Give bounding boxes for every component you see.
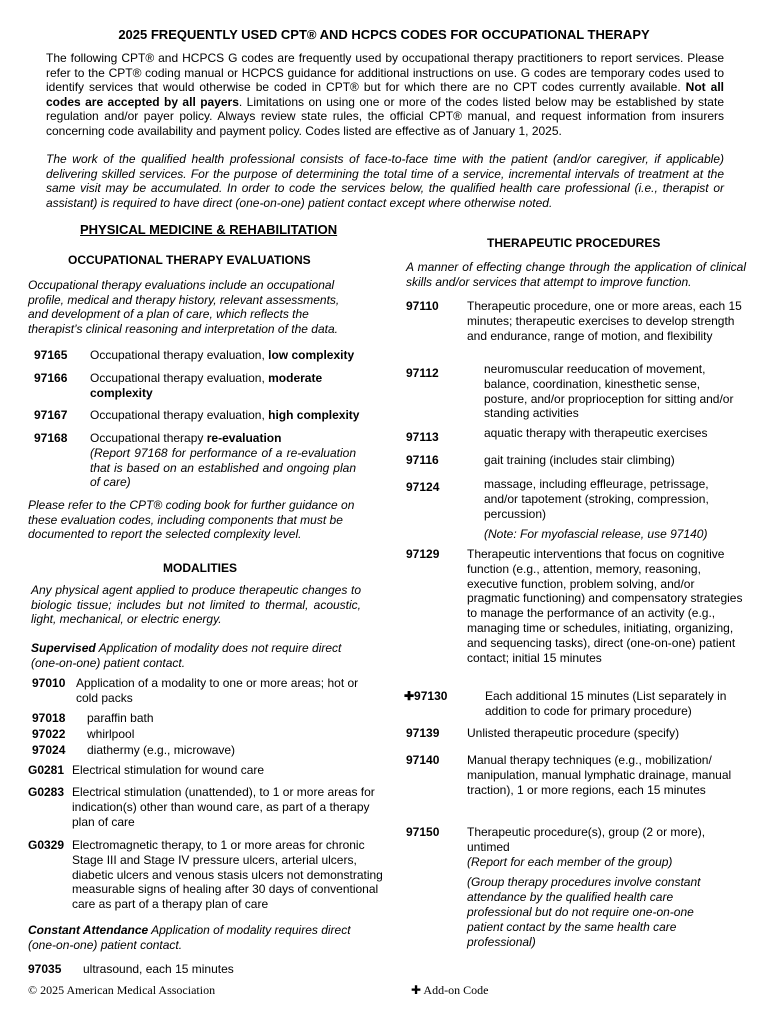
code: 97024 — [32, 743, 66, 757]
code-description: Occupational therapy evaluation, — [90, 408, 269, 422]
supervised-note — [31, 641, 361, 670]
intro-bold-text: Not all codes are accepted by all payers — [46, 80, 724, 109]
code: 97124 — [406, 480, 440, 494]
code-description: Occupational therapy — [90, 431, 207, 445]
copyright: © 2025 American Medical Association — [28, 983, 216, 997]
modalities-description: Any physical agent applied to produce therapeutic changes to biologic tissue; includes but not limited to thermal, acoustic, light, mechanical, or electric energy. — [31, 583, 361, 627]
intro-text: The following CPT® and HCPCS G codes are frequently used by occupational therapy practitioners to report services. Please refer to the CPT® coding manual or HCPCS guidance for additional instructions on use. G codes are temporary codes used to identify services that would otherwise be coded in CPT® but for which there are no CPT codes currently available. — [46, 51, 724, 95]
code-row — [406, 547, 746, 682]
code-description: Unlisted therapeutic procedure (specify) — [467, 726, 680, 740]
therapeutic-procedures-heading: THERAPEUTIC PROCEDURES — [487, 236, 661, 250]
code-note: (Report for each member of the group) — [467, 854, 673, 869]
code-row — [404, 689, 746, 721]
code: 97167 — [34, 408, 68, 422]
code: 97116 — [406, 453, 439, 467]
section-title-pmr: PHYSICAL MEDICINE & REHABILITATION — [80, 222, 338, 237]
code-row — [34, 348, 374, 364]
code-complexity: high complexity — [268, 408, 360, 422]
addon-code: ✚97130 — [404, 689, 448, 703]
addon-plus-icon: ✚ — [411, 983, 422, 997]
code-row — [32, 676, 372, 708]
code: 97010 — [32, 676, 66, 690]
code-description: whirlpool — [87, 727, 135, 741]
code-complexity: re-evaluation — [206, 431, 282, 445]
addon-legend — [411, 983, 488, 998]
code-note: (Report 97168 for performance of a re-evaluation that is based on an established and ongoing plan of care) — [90, 445, 356, 490]
code-row — [406, 299, 746, 361]
modalities-heading: MODALITIES — [163, 561, 237, 575]
evaluations-heading: OCCUPATIONAL THERAPY EVALUATIONS — [68, 253, 311, 267]
code: 97035 — [28, 962, 62, 976]
code-row — [406, 477, 746, 541]
code-row — [34, 431, 374, 491]
intro-text-continued: . Limitations on using one or more of the codes listed below may be established by state regulation and/or payer policy. Always review state rules, the official CPT® manual, and request information from insurers concerning code availability and payment policy. Codes listed are effective as of January 1, 2025. — [46, 94, 724, 138]
code-row — [406, 825, 746, 953]
constant-attendance-text: Application of modality requires direct (one-on-one) patient contact. — [28, 923, 351, 952]
evaluations-description: Occupational therapy evaluations include an occupational profile, medical and therapy history, relevant assessments, and development of a plan of care, which reflects the therapist’s clinical reasoning and interpretation of the data. — [28, 278, 340, 336]
work-description: The work of the qualified health professional consists of face-to-face time with the patient (and/or caregiver, if applicable) delivering skilled services. For the purpose of determining the total time of a service, incremental intervals of treatment at the same visit may be accumulated. In order to code the services below, the qualified health care professional (i.e., therapist or assistant) is required to have direct (one-on-one) patient contact except where otherwise noted. — [46, 152, 724, 210]
code-row — [28, 785, 378, 833]
code-description: gait training (includes stair climbing) — [484, 453, 675, 467]
code-row — [32, 743, 372, 759]
constant-attendance-label: Constant Attendance — [28, 923, 149, 937]
code-description: Therapeutic procedure(s), group (2 or more), untimed — [467, 825, 706, 854]
group-therapy-note: (Group therapy procedures involve constant attendance by the qualified health care professional but do not require one-on-one patient contact by the same health care professional) — [467, 875, 701, 949]
code-description: paraffin bath — [87, 711, 154, 725]
code-description: Therapeutic procedure, one or more areas, each 15 minutes; therapeutic exercises to develop strength and endurance, range of motion, and flexibility — [467, 299, 742, 343]
code-note: (Note: For myofascial release, use 97140) — [484, 527, 708, 542]
code: 97129 — [406, 547, 440, 561]
code-description: Each additional 15 minutes (List separately in addition to code for primary procedure) — [485, 689, 727, 718]
code-row — [406, 726, 746, 742]
code-description: Electromagnetic therapy, to 1 or more areas for chronic Stage III and Stage IV pressure ulcers, arterial ulcers, diabetic ulcers and venous stasis ulcers not demonstrating measurable signs of healing after 30 days of conventional care as part of a therapy plan of care — [72, 838, 383, 912]
code-description: neuromuscular reeducation of movement, balance, coordination, kinesthetic sense, posture, and/or proprioception for sitting and/or standing activities — [484, 362, 734, 421]
code: 97166 — [34, 371, 68, 385]
code: 97022 — [32, 727, 66, 741]
code-row — [406, 453, 746, 469]
code: 97018 — [32, 711, 66, 725]
page-title: 2025 FREQUENTLY USED CPT® AND HCPCS CODES FOR OCCUPATIONAL THERAPY — [118, 27, 650, 42]
code: G0283 — [28, 785, 65, 799]
code: 97113 — [406, 430, 439, 444]
code-row — [32, 711, 372, 727]
code-description: diathermy (e.g., microwave) — [87, 743, 236, 757]
code-description: Electrical stimulation for wound care — [72, 763, 265, 777]
code: 97140 — [406, 753, 440, 767]
code: G0281 — [28, 763, 65, 777]
code-description: aquatic therapy with therapeutic exercises — [484, 426, 708, 440]
code: 97112 — [406, 366, 439, 380]
code: 97168 — [34, 431, 68, 445]
code-row — [28, 838, 393, 914]
code: 97165 — [34, 348, 68, 362]
code-description: Electrical stimulation (unattended), to 1 or more areas for indication(s) other than wound care, as part of a therapy plan of care — [72, 785, 375, 829]
code: G0329 — [28, 838, 65, 852]
code-row — [28, 962, 378, 978]
constant-attendance-note — [28, 923, 373, 952]
code: 97139 — [406, 726, 440, 740]
code: 97110 — [406, 299, 439, 313]
code-row — [28, 763, 378, 779]
intro-paragraph — [46, 51, 724, 139]
code-description: Occupational therapy evaluation, — [90, 371, 269, 385]
code-row — [32, 727, 372, 743]
supervised-text: Application of modality does not require direct (one-on-one) patient contact. — [31, 641, 342, 670]
code-description: Manual therapy techniques (e.g., mobilization/ manipulation, manual lymphatic drainage, manual traction), 1 or more regions, each 15 minutes — [467, 753, 732, 797]
code-row — [406, 426, 746, 442]
code-description: massage, including effleurage, petrissage, and/or tapotement (stroking, compression, percussion) — [484, 477, 709, 521]
code-complexity: moderate complexity — [90, 371, 323, 400]
code-description: ultrasound, each 15 minutes — [83, 962, 234, 976]
code-row — [34, 371, 374, 403]
addon-legend-label: Add-on Code — [421, 983, 489, 997]
code-row — [406, 753, 746, 815]
code-description: Application of a modality to one or more areas; hot or cold packs — [76, 676, 359, 705]
code-description: Therapeutic interventions that focus on cognitive function (e.g., attention, memory, reasoning, executive function, problem solving, and/or pragmatic functioning) and compensatory strategies to manage the performance of an activity (e.g., managing time or schedules, initiating, organizing, and sequencing tasks), direct (one-on-one) patient contact; initial 15 minutes — [467, 547, 743, 665]
evaluations-footnote: Please refer to the CPT® coding book for further guidance on these evaluation codes, including components that must be documented to report the selected complexity level. — [28, 498, 355, 542]
code-row — [34, 408, 374, 424]
code: 97150 — [406, 825, 440, 839]
code-description: Occupational therapy evaluation, — [90, 348, 269, 362]
therapeutic-procedures-description: A manner of effecting change through the application of clinical skills and/or services that attempt to improve function. — [406, 260, 746, 289]
supervised-label: Supervised — [31, 641, 96, 655]
code-complexity: low complexity — [268, 348, 355, 362]
code-row — [406, 362, 746, 424]
